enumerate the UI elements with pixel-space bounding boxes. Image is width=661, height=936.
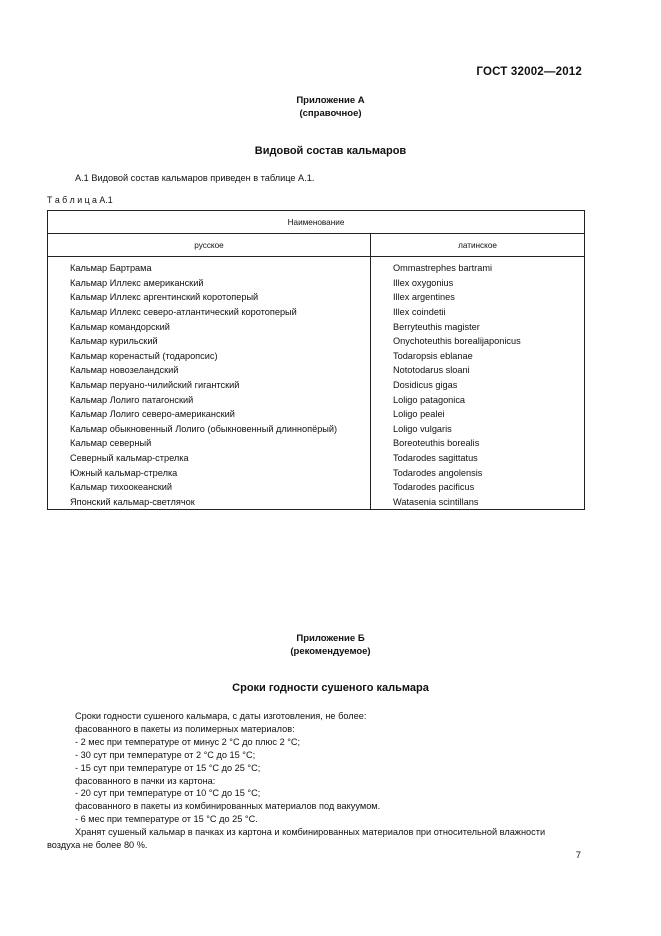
table-row (48, 465, 585, 480)
species-latin-name: Loligo patagonica (371, 392, 585, 407)
body-line: - 20 сут при температуре от 10 °С до 15 °С; (75, 788, 261, 799)
species-russian-name: Кальмар Иллекс северо-атлантический коротоперый (48, 305, 371, 320)
species-russian-name: Северный кальмар-стрелка (48, 451, 371, 466)
species-russian-name: Кальмар новозеландский (48, 363, 371, 378)
species-latin-name: Boreoteuthis borealis (371, 436, 585, 451)
table-row (48, 363, 585, 378)
body-line: - 6 мес при температуре от 15 °С до 25 °С. (75, 814, 258, 825)
species-latin-name: Berryteuthis magister (371, 319, 585, 334)
table-row (48, 349, 585, 364)
species-russian-name: Кальмар северный (48, 436, 371, 451)
species-russian-name: Кальмар Лолиго северо-американский (48, 407, 371, 422)
table-header-name: Наименование (48, 211, 585, 234)
table-row (48, 422, 585, 437)
species-latin-name: Todaropsis eblanae (371, 349, 585, 364)
species-russian-name: Японский кальмар-светлячок (48, 495, 371, 510)
species-latin-name: Loligo pealei (371, 407, 585, 422)
table-row (48, 451, 585, 466)
species-russian-name: Кальмар тихоокеанский (48, 480, 371, 495)
species-latin-name: Nototodarus sloani (371, 363, 585, 378)
appendix-a-intro: А.1 Видовой состав кальмаров приведен в таблице А.1. (75, 173, 315, 183)
species-latin-name: Illex coindetii (371, 305, 585, 320)
species-latin-name: Loligo vulgaris (371, 422, 585, 437)
species-latin-name: Illex argentines (371, 290, 585, 305)
table-row (48, 290, 585, 305)
table-row (48, 407, 585, 422)
species-russian-name: Кальмар Иллекс аргентинский коротоперый (48, 290, 371, 305)
table-row (48, 392, 585, 407)
body-line: - 2 мес при температуре от минус 2 °С до плюс 2 °С; (75, 736, 301, 747)
table-row (48, 436, 585, 451)
species-latin-name: Watasenia scintillans (371, 495, 585, 510)
species-russian-name: Кальмар Лолиго патагонский (48, 392, 371, 407)
table-row (48, 319, 585, 334)
species-latin-name: Ommastrephes bartrami (371, 257, 585, 276)
species-latin-name: Dosidicus gigas (371, 378, 585, 393)
species-latin-name: Todarodes pacificus (371, 480, 585, 495)
species-russian-name: Кальмар перуано-чилийский гигантский (48, 378, 371, 393)
appendix-a-title (0, 94, 661, 120)
table-row (48, 495, 585, 510)
species-russian-name: Южный кальмар-стрелка (48, 465, 371, 480)
table-row (48, 276, 585, 291)
species-russian-name: Кальмар Бартрама (48, 257, 371, 276)
standard-number: ГОСТ 32002—2012 (476, 66, 582, 78)
body-line: - 30 сут при температуре от 2 °С до 15 °С; (75, 749, 256, 760)
body-line: фасованного в пакеты из комбинированных материалов под вакуумом. (75, 801, 381, 812)
appendix-b-status: (рекомендуемое) (290, 646, 371, 657)
table-header-latin: латинское (371, 234, 585, 257)
species-russian-name: Кальмар Иллекс американский (48, 276, 371, 291)
appendix-b-title (0, 632, 661, 658)
table-row (48, 334, 585, 349)
table-row (48, 480, 585, 495)
table-row (48, 257, 585, 276)
species-latin-name: Todarodes sagittatus (371, 451, 585, 466)
body-line: Сроки годности сушеного кальмара, с даты изготовления, не более: (75, 711, 367, 721)
table-row (48, 378, 585, 393)
species-latin-name: Illex oxygonius (371, 276, 585, 291)
species-latin-name: Todarodes angolensis (371, 465, 585, 480)
species-russian-name: Кальмар коренастый (тодаропсис) (48, 349, 371, 364)
species-table-body (48, 257, 585, 510)
appendix-a-heading: Видовой состав кальмаров (254, 145, 407, 157)
appendix-b-heading: Сроки годности сушеного кальмара (232, 682, 429, 694)
page-number: 7 (575, 850, 581, 861)
species-russian-name: Кальмар командорский (48, 319, 371, 334)
table-header-russian: русское (48, 234, 371, 257)
species-table (47, 210, 585, 510)
species-russian-name: Кальмар обыкновенный Лолиго (обыкновенный длиннопёрый) (48, 422, 371, 437)
body-line: фасованного в пачки из картона: (75, 775, 216, 786)
body-line: фасованного в пакеты из полимерных материалов: (75, 723, 295, 734)
species-russian-name: Кальмар курильский (48, 334, 371, 349)
body-line-continuation: воздуха не более 80 %. (47, 840, 148, 851)
appendix-b-label: Приложение Б (296, 633, 365, 644)
table-label: Т а б л и ц а А.1 (47, 195, 113, 205)
appendix-a-status: (справочное) (299, 108, 362, 119)
species-latin-name: Onychoteuthis borealijaponicus (371, 334, 585, 349)
table-row (48, 305, 585, 320)
body-line: Хранят сушеный кальмар в пачках из картона и комбинированных материалов при относительной влажности (75, 827, 546, 838)
appendix-a-label: Приложение А (296, 95, 365, 106)
appendix-b-body (47, 710, 595, 852)
body-line: - 15 сут при температуре от 15 °С до 25 °С; (75, 762, 261, 773)
